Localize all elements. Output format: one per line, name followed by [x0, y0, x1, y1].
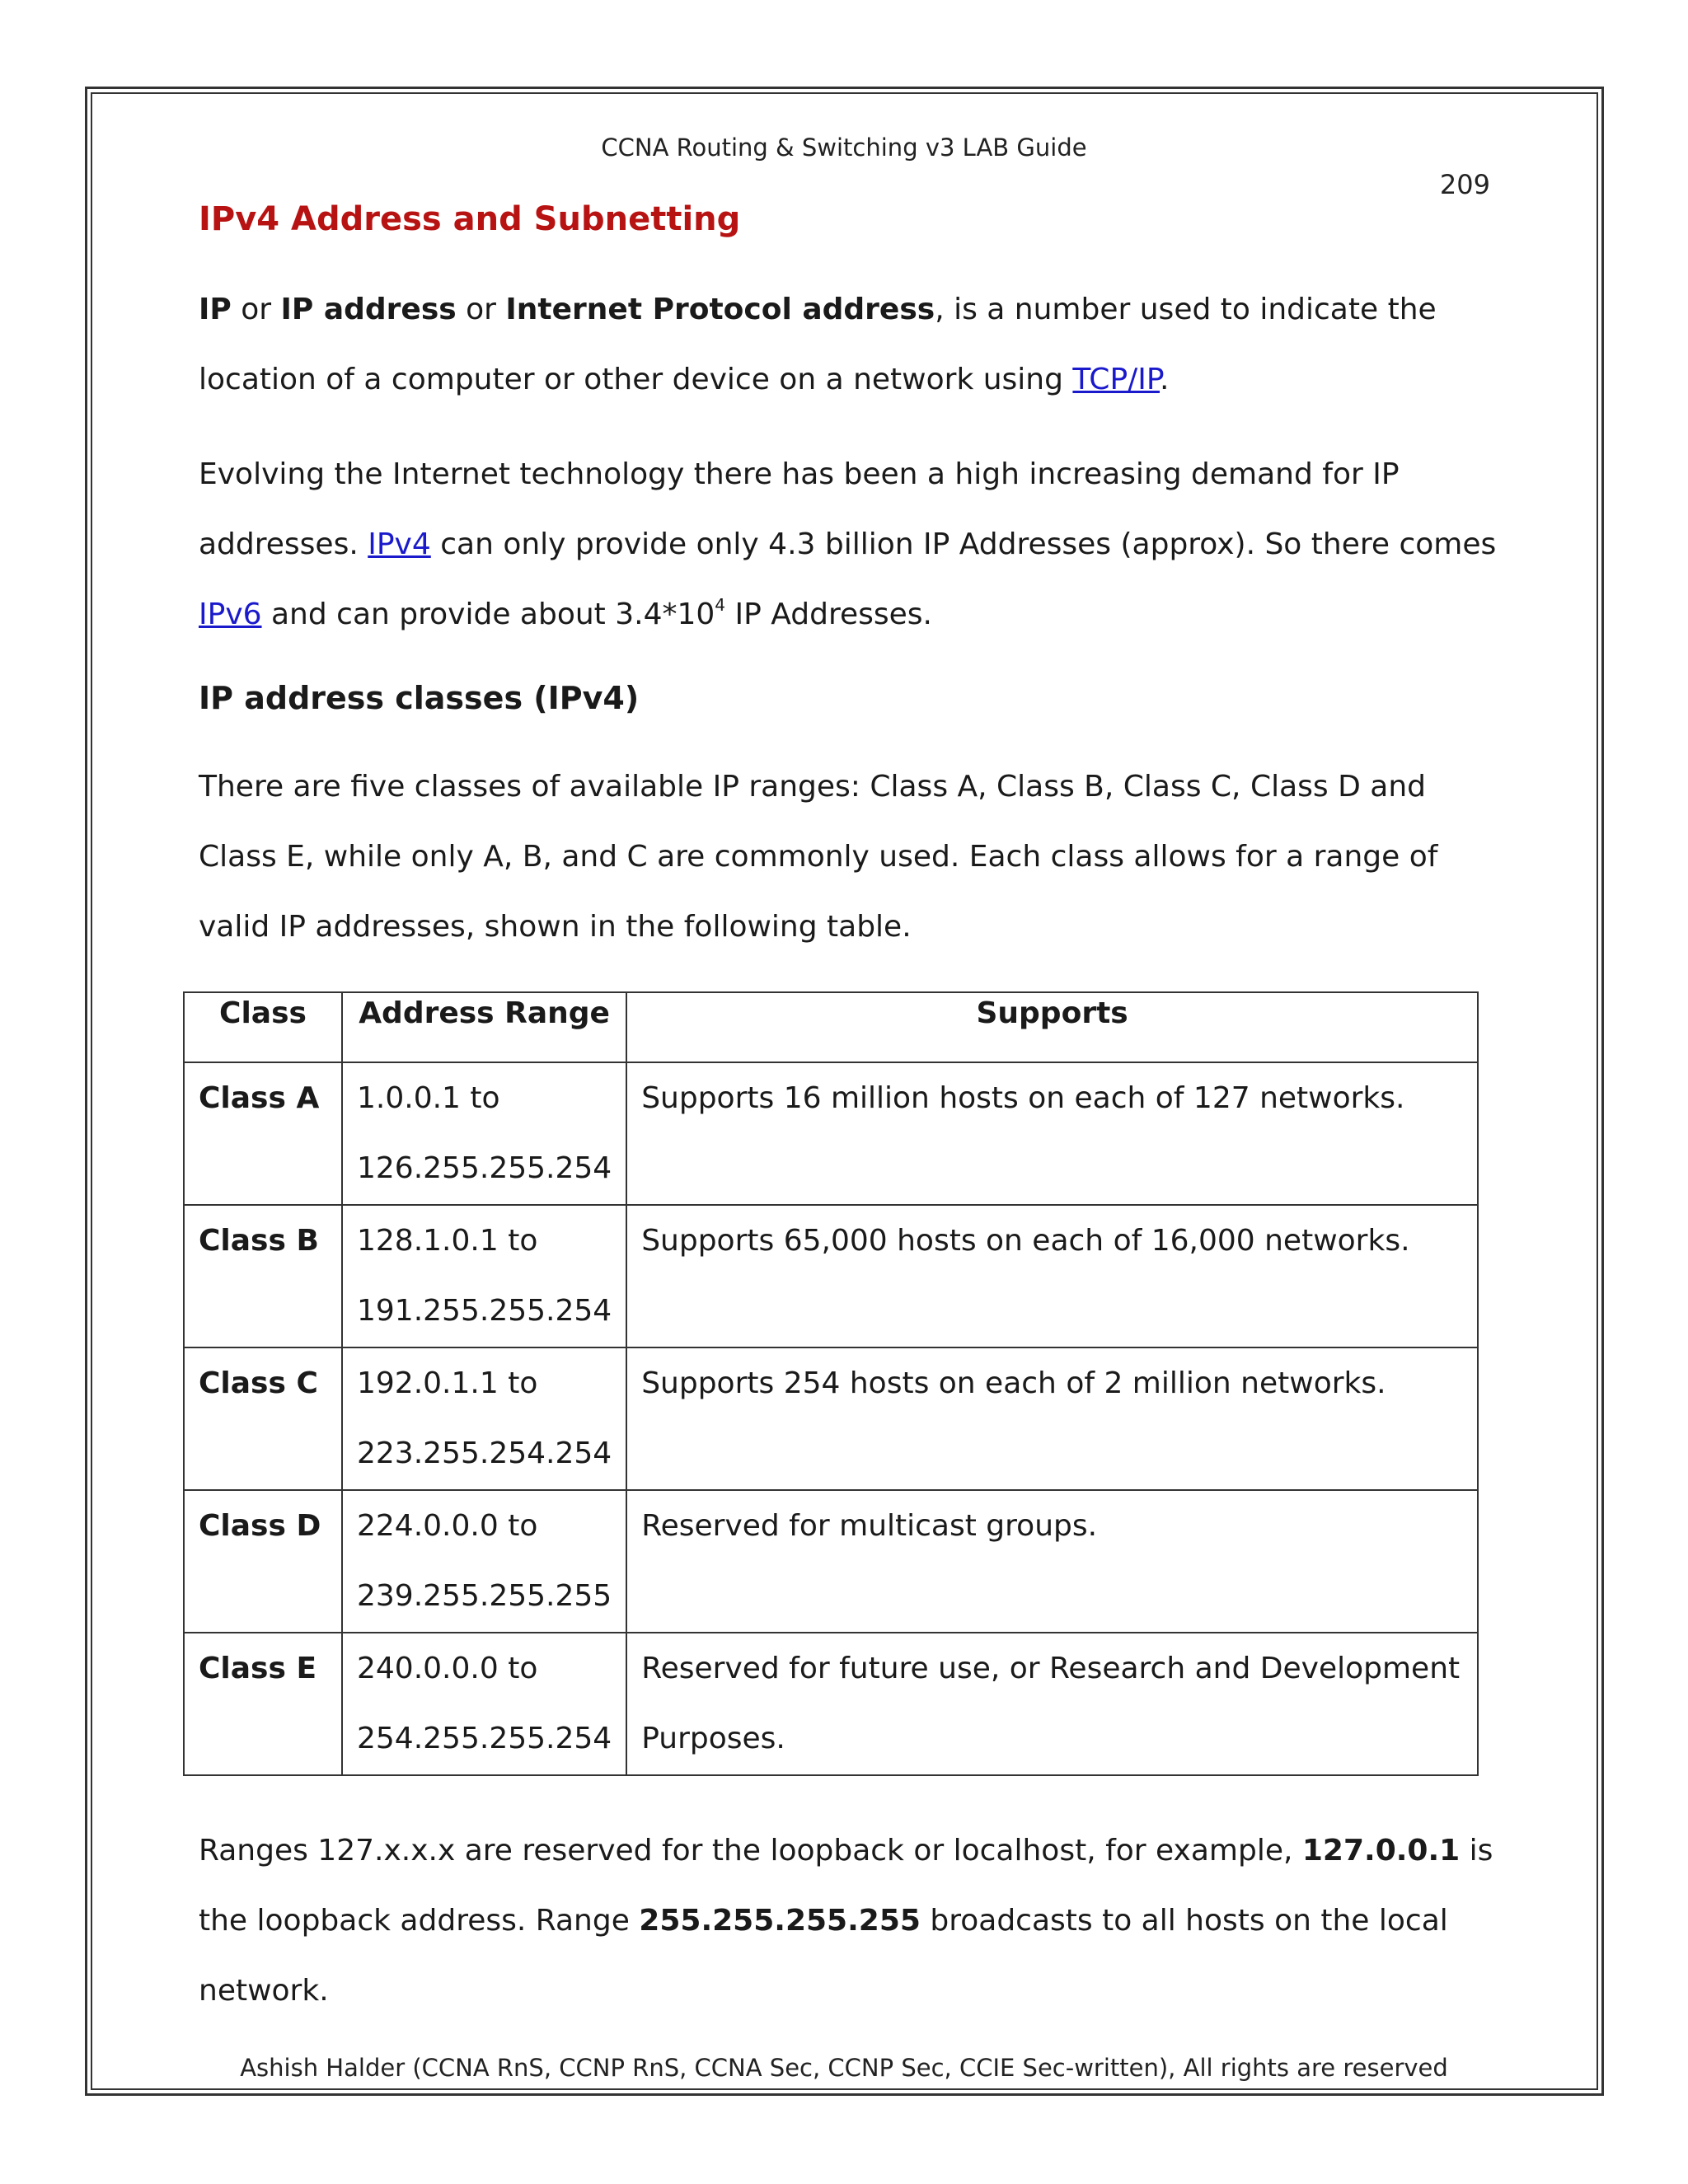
range-cell: [342, 1633, 626, 1775]
range-end: 126.255.255.254: [357, 1151, 612, 1185]
term-ip: IP: [199, 293, 232, 326]
range-cell: [342, 1205, 626, 1347]
intro-or-1: or: [231, 293, 281, 326]
loopback-text-2: is the loopback address. Range: [199, 1834, 1493, 1938]
loopback-address: 127.0.0.1: [1301, 1834, 1461, 1868]
table-row: [184, 1347, 1478, 1490]
range-end: 191.255.255.254: [357, 1294, 612, 1328]
demand-text-3: and can provide about 3.4*10: [261, 598, 715, 631]
demand-text-2: can only provide only 4.3 billion IP Addresses (approx). So there comes: [430, 527, 1497, 561]
demand-text-4: IP Addresses.: [725, 598, 932, 631]
class-cell: Class A: [184, 1062, 342, 1205]
table-row: [184, 1205, 1478, 1347]
intro-end: .: [1160, 363, 1170, 396]
range-end: 223.255.254.254: [357, 1436, 612, 1470]
class-cell: Class E: [184, 1633, 342, 1775]
page-footer: Ashish Halder (CCNA RnS, CCNP RnS, CCNA Sec, CCNP Sec, CCIE Sec-written), All rights are reserved: [240, 2054, 1448, 2082]
broadcast-address: 255.255.255.255: [639, 1904, 921, 1938]
table-row: [184, 1633, 1478, 1775]
class-cell: Class B: [184, 1205, 342, 1347]
range-cell: [342, 1490, 626, 1633]
tcp-ip-link[interactable]: TCP/IP: [1072, 363, 1160, 396]
range-cell: [342, 1062, 626, 1205]
loopback-text-3: broadcasts to all hosts on the local network.: [199, 1904, 1448, 2008]
table-row: [184, 1490, 1478, 1633]
intro-text: , is a number used to indicate the location of a computer or other device on a network using: [199, 293, 1437, 396]
range-start: 240.0.0.0 to: [357, 1652, 538, 1685]
range-end: 254.255.255.254: [357, 1722, 612, 1755]
ip-classes-table: [183, 991, 1479, 1776]
term-ip-address: IP address: [280, 293, 457, 326]
supports-cell: Supports 254 hosts on each of 2 million networks.: [626, 1347, 1478, 1490]
class-cell: Class C: [184, 1347, 342, 1490]
classes-heading: IP address classes (IPv4): [199, 680, 640, 716]
supports-cell: Supports 65,000 hosts on each of 16,000 networks.: [626, 1205, 1478, 1347]
range-start: 192.0.1.1 to: [357, 1366, 538, 1400]
loopback-text-1: Ranges 127.x.x.x are reserved for the loopback or localhost, for example,: [199, 1834, 1302, 1868]
page-number: 209: [1439, 169, 1490, 200]
range-start: 128.1.0.1 to: [357, 1224, 538, 1258]
header-supports: Supports: [626, 992, 1478, 1062]
running-header: CCNA Routing & Switching v3 LAB Guide: [601, 134, 1087, 162]
demand-paragraph: [199, 439, 1501, 649]
ipv6-link[interactable]: IPv6: [199, 598, 262, 631]
supports-cell: Supports 16 million hosts on each of 127 networks.: [626, 1062, 1478, 1205]
classes-intro-paragraph: There are five classes of available IP ranges: Class A, Class B, Class C, Class D and Class E, while only A, B, and C are commonly used. Each class allows for a range of valid IP addresses, shown in the following table.: [199, 770, 1438, 944]
range-cell: [342, 1347, 626, 1490]
section-title: IPv4 Address and Subnetting: [199, 200, 741, 238]
loopback-paragraph: [199, 1816, 1501, 2026]
table-row: [184, 1062, 1478, 1205]
header-class: Class: [184, 992, 342, 1062]
header-address-range: Address Range: [342, 992, 626, 1062]
demand-text-1: Evolving the Internet technology there has been a high increasing demand for IP addresses.: [199, 457, 1400, 561]
exponent: 4: [715, 595, 726, 615]
supports-cell: Reserved for multicast groups.: [626, 1490, 1478, 1633]
range-end: 239.255.255.255: [357, 1579, 612, 1613]
range-start: 1.0.0.1 to: [357, 1081, 500, 1115]
class-cell: Class D: [184, 1490, 342, 1633]
table-header-row: [184, 992, 1478, 1062]
range-start: 224.0.0.0 to: [357, 1509, 538, 1543]
intro-or-2: or: [456, 293, 506, 326]
supports-cell: Reserved for future use, or Research and Development Purposes.: [626, 1633, 1478, 1775]
ipv4-link[interactable]: IPv4: [368, 527, 431, 561]
intro-paragraph: [199, 274, 1501, 415]
term-internet-protocol-address: Internet Protocol address: [505, 293, 935, 326]
